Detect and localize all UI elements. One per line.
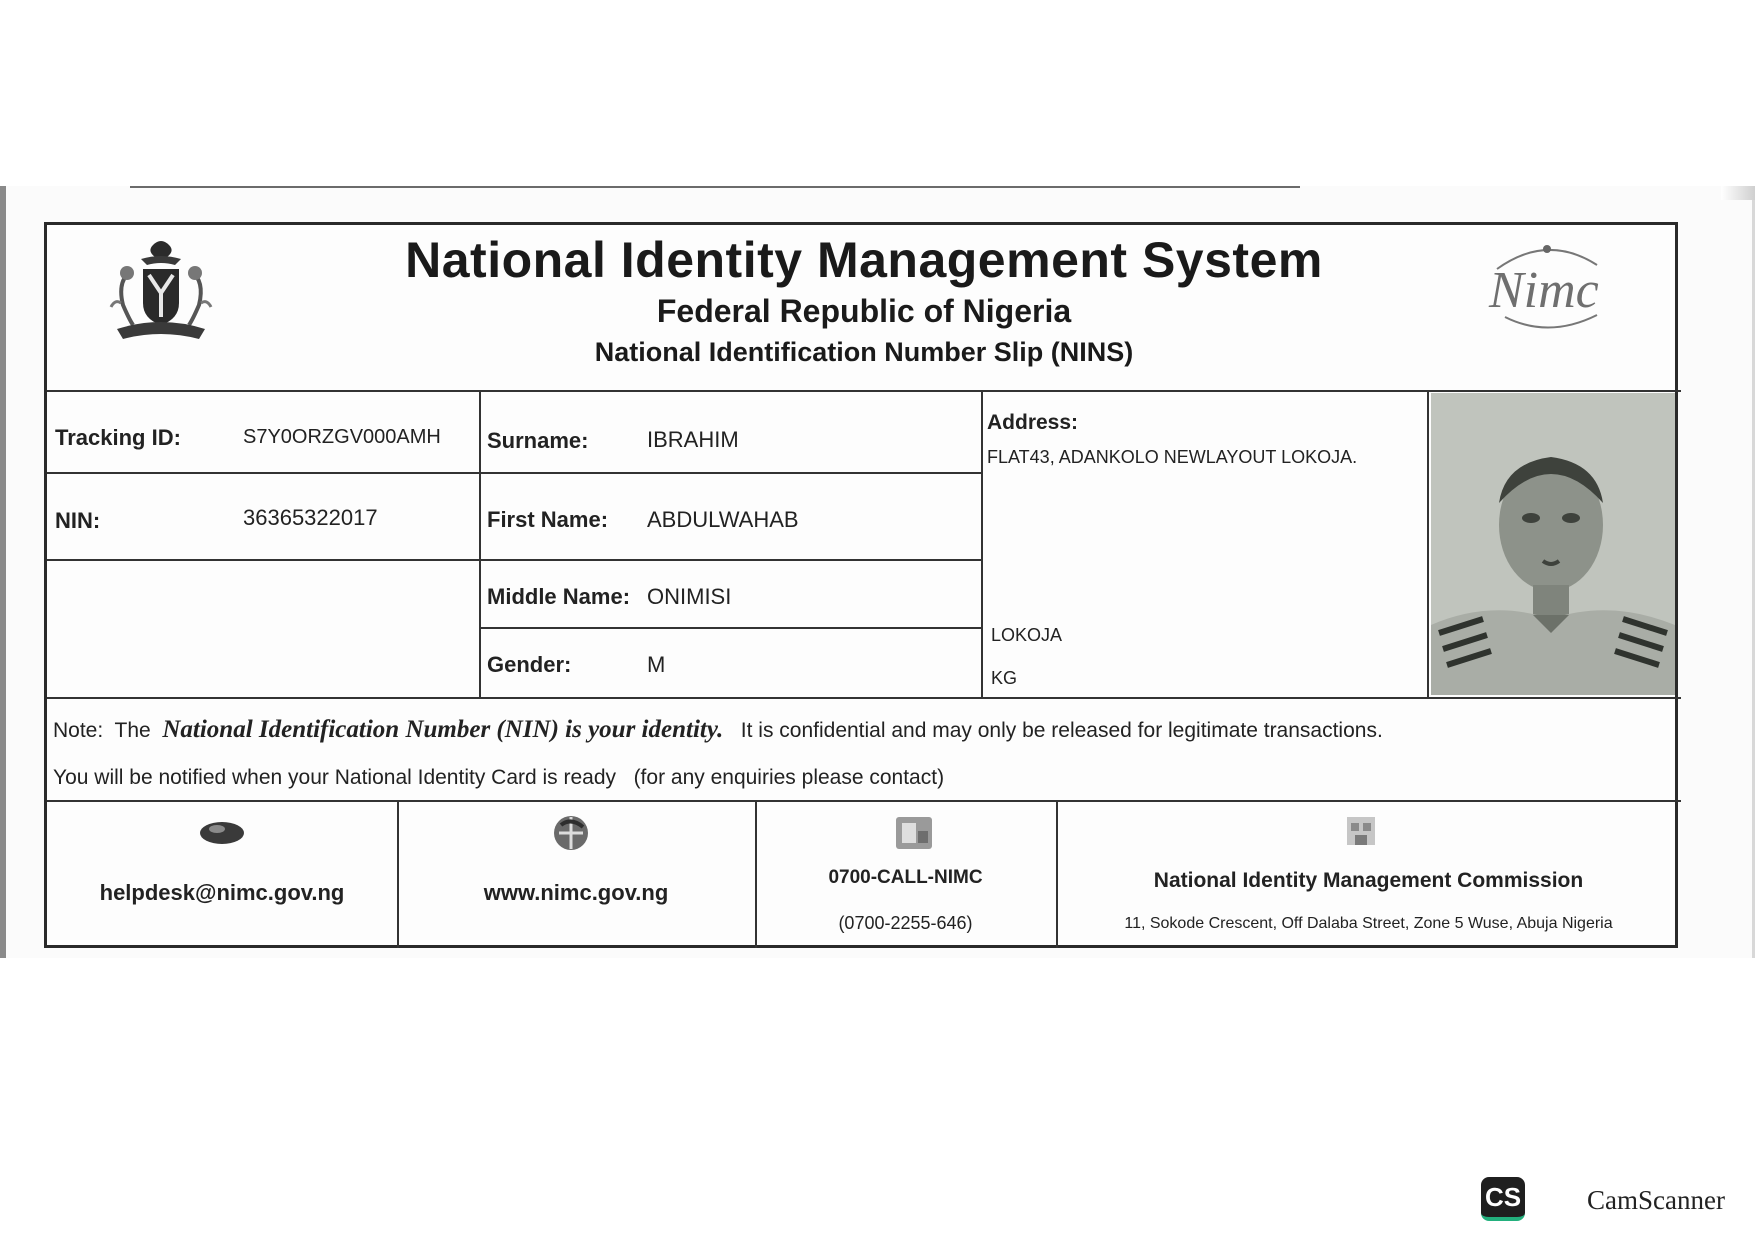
middle-name-label: Middle Name: <box>487 584 631 609</box>
globe-icon <box>549 811 593 855</box>
gender-label: Gender: <box>487 652 572 677</box>
note-line-2 <box>53 766 944 790</box>
note-contact: (for any enquiries please contact) <box>633 766 945 789</box>
note-the: The <box>114 719 151 742</box>
organisation-address: 11, Sokode Crescent, Off Dalaba Street, Zone 5 Wuse, Abuja Nigeria <box>1124 915 1613 932</box>
details-divider <box>47 697 1681 699</box>
country-subtitle: Federal Republic of Nigeria <box>656 293 1072 329</box>
note-divider <box>47 800 1681 802</box>
helpdesk-email[interactable]: helpdesk@nimc.gov.ng <box>99 880 345 905</box>
col-divider-2 <box>981 390 983 697</box>
address-state: KG <box>991 668 1018 688</box>
building-icon <box>1341 813 1381 849</box>
first-name-label: First Name: <box>487 507 609 532</box>
scan-edge-right <box>1721 186 1755 200</box>
note-notify: You will be notified when your National Identity Card is ready <box>53 766 617 789</box>
camscanner-label: CamScanner <box>1587 1185 1725 1215</box>
note-emphasis: National Identification Number (NIN) is your identity. <box>162 716 724 743</box>
surname-value: IBRAHIM <box>647 427 739 452</box>
address-value: FLAT43, ADANKOLO NEWLAYOUT LOKOJA. <box>987 447 1358 467</box>
tracking-id-value: S7Y0ORZGV000AMH <box>243 426 441 448</box>
col-divider-1 <box>479 390 481 697</box>
note-line-1 <box>53 716 1383 744</box>
scan-edge-left <box>0 186 6 958</box>
row-divider-3 <box>479 627 981 629</box>
surname-label: Surname: <box>487 428 589 453</box>
camscanner-logo-icon: CS <box>1481 1177 1525 1221</box>
phone-icon <box>892 813 936 853</box>
note-prefix: Note: <box>53 719 104 742</box>
email-icon <box>197 817 247 847</box>
footer-divider-1 <box>397 800 399 948</box>
svg-text:Nimc: Nimc <box>1489 262 1599 319</box>
phone-number: 0700-CALL-NIMC <box>828 867 983 888</box>
address-label: Address: <box>987 411 1079 434</box>
first-name-value: ABDULWAHAB <box>647 507 799 532</box>
nin-slip <box>44 222 1678 948</box>
passport-photo <box>1431 393 1675 695</box>
nin-label: NIN: <box>55 508 101 533</box>
address-lga: LOKOJA <box>991 625 1063 645</box>
slip-title: National Identification Number Slip (NINS) <box>594 337 1134 367</box>
note-rest: It is confidential and may only be released for legitimate transactions. <box>740 719 1383 742</box>
gender-value: M <box>647 652 666 677</box>
phone-number-numeric: (0700-2255-646) <box>838 913 973 933</box>
scan-top-rule <box>130 186 1300 188</box>
header-divider <box>47 390 1681 392</box>
middle-name-value: ONIMISI <box>647 584 732 609</box>
row-divider-2 <box>47 559 981 561</box>
col-divider-3 <box>1427 390 1429 697</box>
website-link[interactable]: www.nimc.gov.ng <box>483 880 669 905</box>
row-divider-1 <box>47 472 981 474</box>
organisation-name: National Identity Management Commission <box>1153 869 1584 892</box>
nin-value: 36365322017 <box>243 505 378 530</box>
page-title: National Identity Management System <box>405 232 1323 288</box>
tracking-id-label: Tracking ID: <box>55 425 181 450</box>
